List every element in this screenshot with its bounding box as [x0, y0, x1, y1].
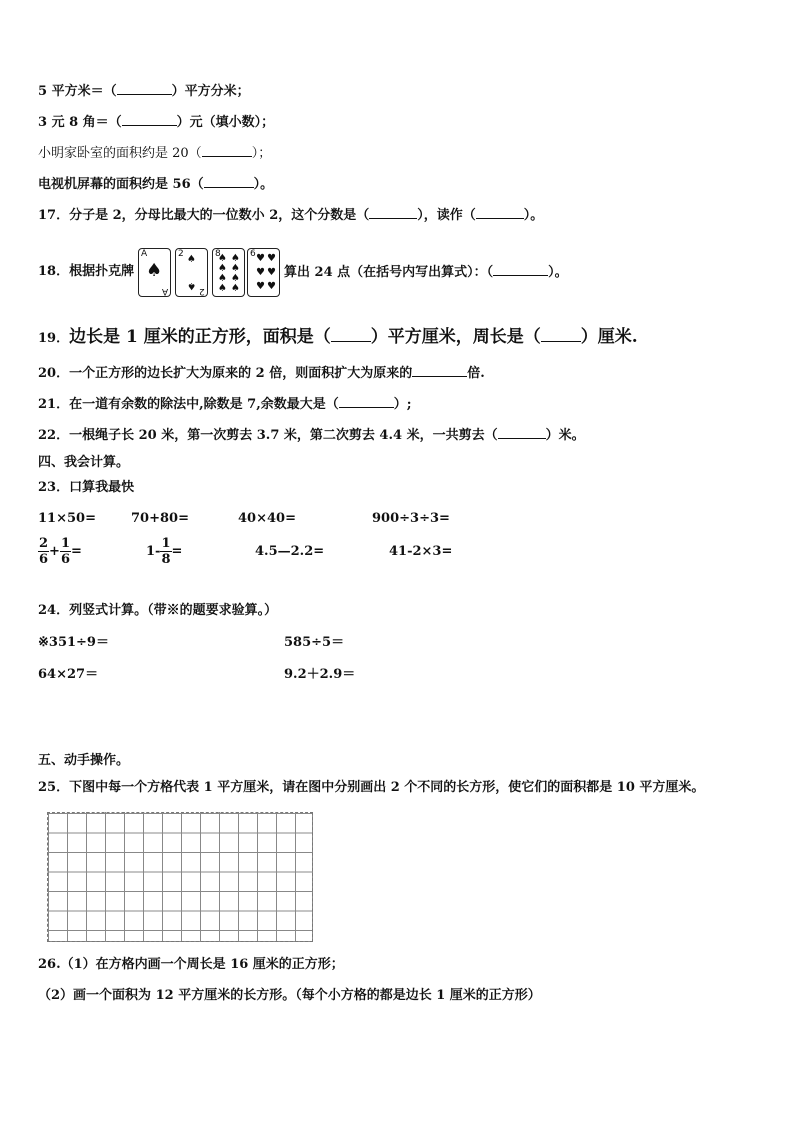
q19-text-b: 边长是 1 厘米的正方形，面积是（ [69, 327, 331, 347]
q22-text-a: 22．一根绳子长 20 米，第一次剪去 3.7 米，第二次剪去 4.4 米，一共剪去（ [38, 428, 498, 443]
vertical-expr-3: 64×27＝ [38, 667, 99, 682]
card-rank: 8 [215, 249, 221, 259]
question-20 [38, 364, 485, 383]
answer-blank[interactable] [339, 395, 394, 408]
q18-text-c: ）。 [548, 265, 568, 280]
section-five-heading: 五、动手操作。 [38, 753, 130, 768]
spade-icon: ♠ [218, 263, 227, 274]
q18-text-a: 18．根据扑克牌 [38, 264, 135, 279]
q17-text-b: ），读作（ [417, 208, 476, 223]
l1-text-b: ）平方分米； [171, 84, 250, 99]
equals-sign: = [171, 544, 183, 559]
answer-blank[interactable] [412, 364, 467, 377]
spade-icon: ♠ [218, 253, 227, 264]
oral-fraction-expr-1 [38, 535, 82, 569]
question-26-part-2: （2）画一个面积为 12 平方厘米的长方形。（每个小方格的都是边长 1 厘米的正方形） [38, 988, 541, 1003]
vertical-expr-4: 9.2＋2.9＝ [284, 667, 356, 682]
spade-icon: ♠ [146, 260, 163, 281]
q21-text-a: 21．在一道有余数的除法中,除数是 7,余数最大是（ [38, 397, 339, 412]
card-rank: 2 [199, 286, 205, 296]
answer-blank[interactable] [331, 329, 371, 342]
q17-text-a: 17．分子是 2，分母比最大的一位数小 2，这个分数是（ [38, 208, 370, 223]
section-four-heading: 四、我会计算。 [38, 455, 130, 470]
question-22 [38, 426, 585, 445]
oral-expr-2: 70+80= [131, 511, 189, 526]
l2-text-a: 3 元 8 角＝（ [38, 115, 122, 130]
q19-number: 19． [38, 331, 70, 346]
spade-icon: ♠ [187, 280, 196, 291]
card-rank: 2 [178, 249, 184, 259]
oral-expr-5: 4.5—2.2= [255, 544, 325, 559]
question-19 [38, 325, 638, 349]
answer-blank[interactable] [202, 144, 252, 157]
q17-text-c: ）。 [523, 208, 544, 223]
numerator: 1 [161, 536, 171, 551]
heart-icon: ♥ [256, 281, 265, 292]
card-six-hearts [247, 248, 280, 297]
line-yuan-jiao [38, 113, 274, 132]
q18-text-b: 算出 24 点（在括号内写出算式）：（ [284, 265, 494, 280]
q22-text-b: ）米。 [545, 428, 585, 443]
line-tv-area [38, 175, 273, 194]
spade-icon: ♠ [218, 283, 227, 294]
card-eight-spades [212, 248, 245, 297]
question-26-part-1: 26.（1）在方格内画一个周长是 16 厘米的正方形； [38, 957, 344, 972]
question-21 [38, 395, 412, 414]
oral-expr-6: 41-2×3= [389, 544, 453, 559]
equals-sign: = [71, 544, 82, 559]
spade-icon: ♠ [218, 273, 227, 284]
question-24: 24．列竖式计算。（带※的题要求验算。） [38, 603, 278, 618]
oral-expr-3: 40×40= [238, 511, 296, 526]
numerator: 1 [60, 536, 70, 551]
vertical-expr-1: ※351÷9＝ [38, 635, 109, 650]
answer-blank[interactable] [476, 206, 524, 219]
l1-text-a: 5 平方米＝（ [38, 84, 117, 99]
l3-text-b: ）； [251, 146, 272, 161]
l4-text-b: ）。 [253, 177, 274, 192]
heart-icon: ♥ [267, 281, 276, 292]
l3-text-a: 小明家卧室的面积约是 20（ [38, 146, 202, 161]
answer-blank[interactable] [541, 329, 581, 342]
q21-text-b: ）; [393, 397, 412, 412]
oral-expr-4: 900÷3÷3= [372, 511, 450, 526]
card-two-spades [175, 248, 208, 297]
denominator: 6 [39, 552, 49, 567]
fraction [160, 536, 171, 567]
square-grid[interactable] [47, 812, 313, 942]
question-23: 23．口算我最快 [38, 480, 135, 495]
spade-icon: ♠ [231, 283, 240, 294]
q19-text-d: ）厘米. [580, 327, 638, 347]
line-square-meter [38, 82, 250, 101]
heart-icon: ♥ [256, 267, 265, 278]
q19-text-c: ）平方厘米，周长是（ [370, 327, 541, 347]
card-rank: A [161, 286, 168, 296]
spade-icon: ♠ [231, 273, 240, 284]
answer-blank[interactable] [369, 206, 417, 219]
question-17 [38, 206, 543, 225]
answer-blank[interactable] [117, 82, 172, 95]
q20-text-b: 倍. [467, 366, 485, 381]
line-bedroom-area [38, 144, 271, 163]
q20-text-a: 20．一个正方形的边长扩大为原来的 2 倍，则面积扩大为原来的 [38, 366, 413, 381]
question-25: 25．下图中每一个方格代表 1 平方厘米，请在图中分别画出 2 个不同的长方形，使它们的面积都是 10 平方厘米。 [38, 780, 705, 795]
spade-icon: ♠ [231, 263, 240, 274]
l2-text-b: ）元（填小数）； [176, 115, 275, 130]
card-rank: A [141, 249, 148, 259]
answer-blank[interactable] [204, 175, 254, 188]
heart-icon: ♥ [256, 253, 265, 264]
oral-expr-1: 11×50= [38, 511, 96, 526]
l4-text-a: 电视机屏幕的面积约是 56（ [38, 177, 204, 192]
spade-icon: ♠ [187, 254, 196, 265]
answer-blank[interactable] [122, 113, 177, 126]
spade-icon: ♠ [231, 253, 240, 264]
heart-icon: ♥ [267, 267, 276, 278]
oral-fraction-expr-2 [146, 535, 182, 569]
plus-sign: + [49, 544, 60, 559]
vertical-expr-2: 585÷5＝ [284, 635, 345, 650]
denominator: 6 [60, 552, 70, 567]
numerator: 2 [39, 536, 49, 551]
denominator: 8 [161, 552, 171, 567]
heart-icon: ♥ [267, 253, 276, 264]
fraction [38, 536, 49, 567]
fraction [60, 536, 71, 567]
card-rank: 6 [250, 249, 256, 259]
minuend: 1- [146, 544, 161, 559]
answer-blank[interactable] [498, 426, 546, 439]
question-18-rest [284, 263, 568, 282]
card-ace-spades [138, 248, 171, 297]
answer-blank[interactable] [493, 263, 548, 276]
